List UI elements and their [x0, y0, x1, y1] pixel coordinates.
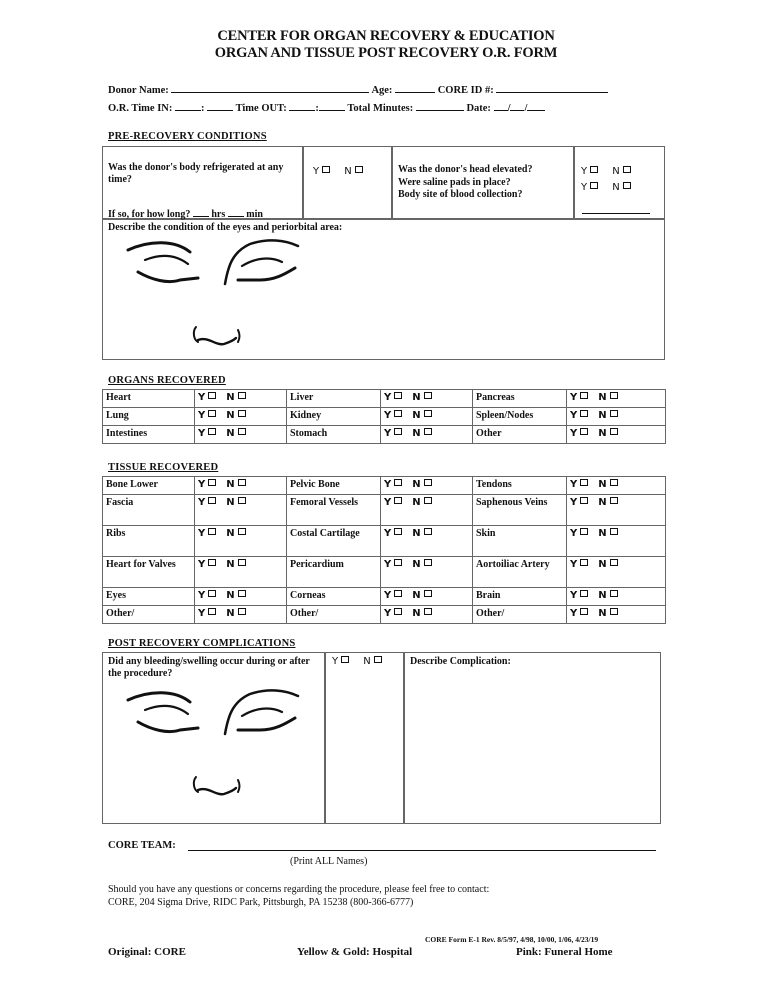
tissue-yes-no [381, 588, 473, 606]
describe-complication-label: Describe Complication: [410, 656, 511, 667]
yes-label: Y [384, 528, 393, 539]
tissue-yes-no [195, 606, 287, 624]
donor-info-row-1 [108, 81, 608, 96]
tissue-label: Heart for Valves [103, 557, 195, 588]
table-row [103, 477, 666, 495]
organ-yes-no [195, 390, 287, 408]
yes-checkbox[interactable] [394, 479, 402, 486]
no-checkbox[interactable] [424, 590, 432, 597]
time-in-hours-field[interactable] [175, 99, 201, 111]
core-id-field[interactable] [496, 81, 608, 93]
form-revision: CORE Form E-1 Rev. 8/5/97, 4/98, 10/00, 1/06, 4/23/19 [425, 935, 599, 944]
yes-checkbox[interactable] [394, 410, 402, 417]
age-label: Age: [371, 85, 393, 96]
tissue-label: Aortoiliac Artery [473, 557, 567, 588]
organ-yes-no [195, 426, 287, 444]
tissue-yes-no [567, 606, 666, 624]
tissue-label: Fascia [103, 495, 195, 526]
organ-label: Spleen/Nodes [473, 408, 567, 426]
organ-yes-no [567, 426, 666, 444]
yes-label: Y [384, 410, 393, 421]
no-label: N [412, 428, 422, 439]
tissue-label: Brain [473, 588, 567, 606]
yes-checkbox[interactable] [580, 559, 588, 566]
no-label: N [344, 166, 353, 177]
no-label: N [226, 410, 236, 421]
yes-label: Y [198, 428, 207, 439]
copy-pink: Pink: Funeral Home [516, 946, 613, 958]
yes-checkbox[interactable] [208, 428, 216, 435]
organ-label: Kidney [287, 408, 381, 426]
yes-checkbox[interactable] [394, 497, 402, 504]
tissue-yes-no [195, 477, 287, 495]
eyes-condition-prompt: Describe the condition of the eyes and periorbital area: [108, 222, 343, 233]
tissue-label: Saphenous Veins [473, 495, 567, 526]
yes-checkbox[interactable] [580, 528, 588, 535]
tissue-label: Femoral Vessels [287, 495, 381, 526]
no-checkbox[interactable] [610, 608, 618, 615]
yes-label: Y [570, 590, 579, 601]
pre-recovery-heading: PRE-RECOVERY CONDITIONS [108, 131, 267, 142]
yes-checkbox[interactable] [208, 392, 216, 399]
no-checkbox[interactable] [238, 410, 246, 417]
yes-checkbox[interactable] [208, 497, 216, 504]
minutes-field[interactable] [228, 205, 244, 217]
copy-yellow-gold: Yellow & Gold: Hospital [297, 946, 413, 958]
minutes-label: min [246, 209, 263, 220]
date-separator: / [524, 103, 528, 114]
no-checkbox[interactable] [238, 479, 246, 486]
yes-label: Y [581, 182, 589, 193]
tissue-label: Other/ [473, 606, 567, 624]
refrigerated-no-checkbox[interactable] [355, 166, 363, 173]
head-elevated-yes-no [581, 166, 631, 177]
yes-label: Y [384, 497, 393, 508]
no-checkbox[interactable] [238, 528, 246, 535]
organ-yes-no [381, 408, 473, 426]
yes-checkbox[interactable] [394, 428, 402, 435]
organ-label: Intestines [103, 426, 195, 444]
bleeding-yes-checkbox[interactable] [341, 656, 349, 663]
yes-label: Y [198, 559, 207, 570]
date-day-field[interactable] [510, 99, 524, 111]
yes-label: Y [384, 590, 393, 601]
donor-name-field[interactable] [171, 81, 369, 93]
yes-checkbox[interactable] [394, 608, 402, 615]
table-row [103, 526, 666, 557]
table-row [103, 495, 666, 526]
refrigerated-question: Was the donor's body refrigerated at any time? [108, 162, 284, 185]
yes-label: Y [570, 410, 579, 421]
table-row [103, 606, 666, 624]
yes-label: Y [384, 428, 393, 439]
yes-label: Y [198, 528, 207, 539]
tissue-heading: TISSUE RECOVERED [108, 462, 219, 473]
no-label: N [412, 410, 422, 421]
no-label: N [612, 182, 621, 193]
no-label: N [598, 497, 608, 508]
no-checkbox[interactable] [424, 479, 432, 486]
form-title: ORGAN AND TISSUE POST RECOVERY O.R. FORM [214, 45, 558, 61]
no-label: N [226, 479, 236, 490]
table-row [103, 408, 666, 426]
table-row [103, 557, 666, 588]
date-label: Date: [466, 103, 491, 114]
date-separator: / [507, 103, 511, 114]
yes-checkbox[interactable] [208, 528, 216, 535]
no-label: N [598, 559, 608, 570]
yes-checkbox[interactable] [580, 428, 588, 435]
donor-name-label: Donor Name: [108, 85, 169, 96]
donor-info-row-2 [108, 99, 545, 114]
yes-checkbox[interactable] [580, 608, 588, 615]
saline-pads-no-checkbox[interactable] [623, 182, 631, 189]
organ-label: Lung [103, 408, 195, 426]
no-checkbox[interactable] [610, 392, 618, 399]
organ-label: Heart [103, 390, 195, 408]
table-row [103, 390, 666, 408]
organ-label: Liver [287, 390, 381, 408]
blood-site-question: Body site of blood collection? [398, 189, 523, 200]
no-label: N [226, 590, 236, 601]
yes-checkbox[interactable] [394, 392, 402, 399]
no-checkbox[interactable] [610, 559, 618, 566]
no-checkbox[interactable] [238, 428, 246, 435]
organs-table [102, 389, 666, 444]
tissue-yes-no [381, 526, 473, 557]
no-checkbox[interactable] [424, 428, 432, 435]
yes-label: Y [570, 528, 579, 539]
yes-checkbox[interactable] [394, 528, 402, 535]
tissue-yes-no [567, 588, 666, 606]
no-label: N [226, 559, 236, 570]
no-label: N [598, 428, 608, 439]
yes-checkbox[interactable] [208, 608, 216, 615]
tissue-yes-no [195, 526, 287, 557]
no-label: N [598, 479, 608, 490]
no-label: N [226, 608, 236, 619]
yes-label: Y [570, 559, 579, 570]
tissue-yes-no [567, 557, 666, 588]
no-label: N [226, 392, 236, 403]
no-label: N [598, 590, 608, 601]
post-recovery-heading: POST RECOVERY COMPLICATIONS [108, 638, 296, 649]
table-row [103, 588, 666, 606]
core-team-field[interactable] [188, 850, 656, 851]
no-checkbox[interactable] [610, 590, 618, 597]
no-checkbox[interactable] [238, 497, 246, 504]
yes-checkbox[interactable] [580, 497, 588, 504]
no-checkbox[interactable] [610, 410, 618, 417]
no-checkbox[interactable] [424, 528, 432, 535]
yes-label: Y [570, 428, 579, 439]
tissue-yes-no [195, 495, 287, 526]
yes-checkbox[interactable] [208, 590, 216, 597]
organ-yes-no [567, 390, 666, 408]
no-checkbox[interactable] [238, 608, 246, 615]
yes-label: Y [384, 479, 393, 490]
no-checkbox[interactable] [238, 559, 246, 566]
no-checkbox[interactable] [238, 590, 246, 597]
no-checkbox[interactable] [424, 559, 432, 566]
tissue-label: Other/ [287, 606, 381, 624]
bleeding-question: Did any bleeding/swelling occur during or after the procedure? [108, 656, 310, 679]
tissue-label: Corneas [287, 588, 381, 606]
tissue-label: Eyes [103, 588, 195, 606]
tissue-label: Bone Lower [103, 477, 195, 495]
core-team-label: CORE TEAM: [108, 840, 176, 851]
no-checkbox[interactable] [610, 497, 618, 504]
saline-pads-yes-checkbox[interactable] [590, 182, 598, 189]
contact-address: CORE, 204 Sigma Drive, RIDC Park, Pittsburgh, PA 15238 (800-366-6777) [108, 897, 414, 908]
form-org-title: CENTER FOR ORGAN RECOVERY & EDUCATION [217, 28, 555, 44]
no-label: N [412, 559, 422, 570]
copy-original: Original: CORE [108, 946, 186, 958]
no-label: N [412, 497, 422, 508]
yes-label: Y [198, 497, 207, 508]
yes-checkbox[interactable] [580, 479, 588, 486]
hours-label: hrs [211, 209, 226, 220]
tissue-label: Other/ [103, 606, 195, 624]
tissue-label: Skin [473, 526, 567, 557]
no-label: N [363, 656, 372, 667]
tissue-yes-no [381, 606, 473, 624]
tissue-yes-no [381, 495, 473, 526]
core-id-label: CORE ID #: [437, 85, 494, 96]
yes-label: Y [570, 479, 579, 490]
head-elevated-yes-checkbox[interactable] [590, 166, 598, 173]
no-checkbox[interactable] [610, 428, 618, 435]
no-checkbox[interactable] [238, 392, 246, 399]
time-in-minutes-field[interactable] [207, 99, 233, 111]
yes-label: Y [384, 559, 393, 570]
yes-label: Y [581, 166, 589, 177]
no-label: N [598, 528, 608, 539]
tissue-label: Ribs [103, 526, 195, 557]
organ-yes-no [567, 408, 666, 426]
yes-label: Y [570, 608, 579, 619]
yes-checkbox[interactable] [394, 559, 402, 566]
time-out-label: Time OUT: [235, 103, 287, 114]
organ-label: Other [473, 426, 567, 444]
organ-yes-no [195, 408, 287, 426]
no-label: N [412, 608, 422, 619]
no-checkbox[interactable] [424, 497, 432, 504]
no-label: N [412, 479, 422, 490]
no-label: N [226, 428, 236, 439]
yes-checkbox[interactable] [580, 590, 588, 597]
how-long-question: If so, for how long? [108, 209, 191, 220]
tissue-label: Pelvic Bone [287, 477, 381, 495]
time-in-label: O.R. Time IN: [108, 103, 173, 114]
describe-complication-area[interactable] [408, 670, 658, 820]
no-label: N [612, 166, 621, 177]
yes-label: Y [570, 497, 579, 508]
yes-checkbox[interactable] [208, 479, 216, 486]
yes-label: Y [198, 590, 207, 601]
time-separator: : [201, 103, 205, 114]
time-out-hours-field[interactable] [289, 99, 315, 111]
time-separator: : [315, 103, 319, 114]
how-long-row [108, 205, 263, 221]
tissue-yes-no [381, 557, 473, 588]
yes-label: Y [198, 410, 207, 421]
face-diagram-icon[interactable] [120, 232, 320, 352]
no-checkbox[interactable] [424, 410, 432, 417]
no-checkbox[interactable] [424, 392, 432, 399]
total-minutes-label: Total Minutes: [347, 103, 414, 114]
no-label: N [412, 392, 422, 403]
organ-yes-no [381, 390, 473, 408]
yes-label: Y [384, 392, 393, 403]
no-checkbox[interactable] [610, 479, 618, 486]
yes-checkbox[interactable] [208, 559, 216, 566]
yes-checkbox[interactable] [208, 410, 216, 417]
no-label: N [226, 497, 236, 508]
tissue-table [102, 476, 666, 624]
no-label: N [598, 608, 608, 619]
tissue-yes-no [195, 557, 287, 588]
date-year-field[interactable] [527, 99, 545, 111]
table-row [103, 426, 666, 444]
yes-checkbox[interactable] [580, 392, 588, 399]
time-out-minutes-field[interactable] [319, 99, 345, 111]
total-minutes-field[interactable] [416, 99, 464, 111]
blood-site-field[interactable] [582, 213, 650, 214]
tissue-yes-no [567, 477, 666, 495]
no-checkbox[interactable] [610, 528, 618, 535]
tissue-yes-no [195, 588, 287, 606]
organ-yes-no [381, 426, 473, 444]
yes-label: Y [332, 656, 340, 667]
refrigerated-yes-checkbox[interactable] [322, 166, 330, 173]
tissue-yes-no [567, 526, 666, 557]
no-label: N [226, 528, 236, 539]
head-elevated-no-checkbox[interactable] [623, 166, 631, 173]
no-label: N [412, 590, 422, 601]
yes-label: Y [198, 392, 207, 403]
date-month-field[interactable] [494, 99, 508, 111]
organ-label: Stomach [287, 426, 381, 444]
saline-pads-question: Were saline pads in place? [398, 177, 511, 188]
tissue-label: Tendons [473, 477, 567, 495]
yes-label: Y [198, 479, 207, 490]
bleeding-yes-no [332, 656, 382, 667]
age-field[interactable] [395, 81, 435, 93]
saline-pads-yes-no [581, 182, 631, 193]
face-diagram-icon[interactable] [120, 682, 320, 802]
organs-heading: ORGANS RECOVERED [108, 375, 226, 386]
no-checkbox[interactable] [424, 608, 432, 615]
tissue-label: Costal Cartilage [287, 526, 381, 557]
head-elevated-question: Was the donor's head elevated? [398, 164, 533, 175]
no-label: N [412, 528, 422, 539]
no-label: N [598, 392, 608, 403]
no-label: N [598, 410, 608, 421]
yes-label: Y [384, 608, 393, 619]
print-names-note: (Print ALL Names) [290, 856, 368, 867]
yes-label: Y [570, 392, 579, 403]
tissue-yes-no [567, 495, 666, 526]
refrigerated-yes-no [313, 166, 363, 177]
yes-label: Y [313, 166, 321, 177]
yes-checkbox[interactable] [580, 410, 588, 417]
bleeding-no-checkbox[interactable] [374, 656, 382, 663]
contact-line-1: Should you have any questions or concerns regarding the procedure, please feel free to contact: [108, 884, 490, 895]
hours-field[interactable] [193, 205, 209, 217]
yes-checkbox[interactable] [394, 590, 402, 597]
organ-label: Pancreas [473, 390, 567, 408]
tissue-yes-no [381, 477, 473, 495]
tissue-label: Pericardium [287, 557, 381, 588]
yes-label: Y [198, 608, 207, 619]
